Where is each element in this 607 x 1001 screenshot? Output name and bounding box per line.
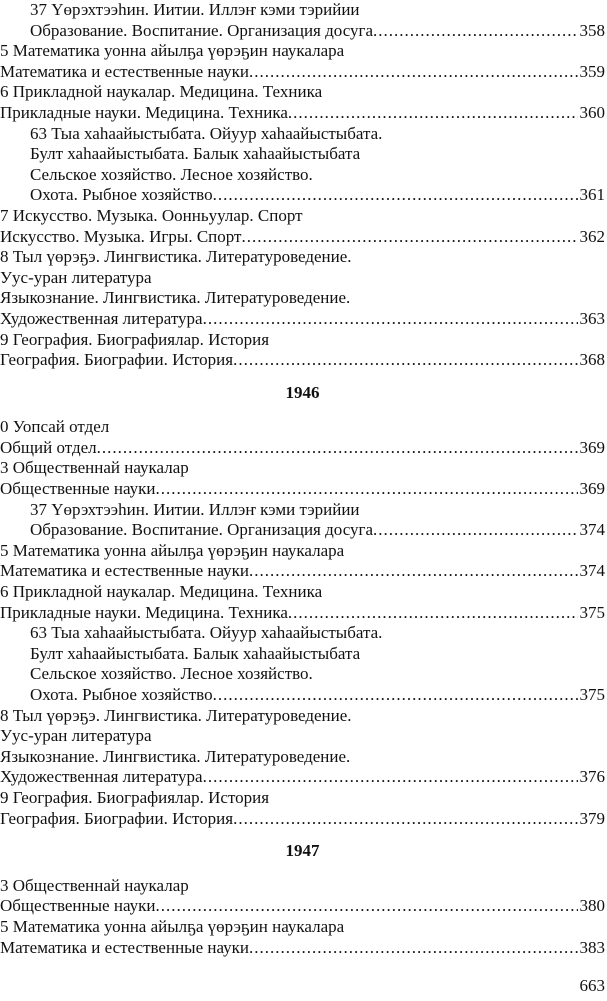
toc-heading-line: 9 География. Биографиялар. История (0, 787, 270, 807)
entry-title: География. Биографии. История (0, 350, 234, 370)
toc-heading-line: 37 Үөрэхтээһин. Иитии. Иллэҥ кэми тэрийии (30, 499, 360, 519)
toc-heading-line: 6 Прикладной наукалар. Медицина. Техника (0, 82, 323, 102)
toc-heading-line: Сельское хозяйство. Лесное хозяйство. (30, 164, 313, 184)
dot-leader (233, 809, 577, 830)
toc-entry (0, 479, 605, 500)
entry-title: Охота. Рыбное хозяйство (30, 685, 213, 704)
toc-heading-line: Булт хаһаайыстыбата. Балык хаһаайыстыбата (30, 144, 361, 164)
toc-heading-line: Булт хаһаайыстыбата. Балык хаһаайыстыбата (30, 643, 361, 663)
toc-entry (0, 309, 605, 330)
toc-heading-line: 8 Тыл үөрэҕэ. Лингвистика. Литературоведение. (0, 247, 352, 267)
entry-page-number: 374 (579, 520, 605, 540)
toc-entry (0, 350, 605, 371)
entry-title: Художественная литература (0, 308, 203, 328)
dot-leader (249, 938, 577, 959)
dot-leader (288, 603, 578, 624)
entry-title: Прикладные науки. Медицина. Техника (0, 102, 288, 122)
toc-entry (0, 603, 605, 624)
entry-page-number: 358 (579, 20, 605, 40)
entry-title: Охота. Рыбное хозяйство (30, 185, 213, 205)
dot-leader (203, 767, 578, 788)
toc-entry (0, 227, 605, 248)
dot-leader (203, 309, 578, 330)
entry-page-number: 360 (579, 102, 605, 122)
entry-page-number: 376 (579, 767, 605, 787)
entry-page-number: 368 (579, 350, 605, 370)
dot-leader (213, 185, 578, 206)
entry-title: Математика и естественные науки (0, 937, 250, 957)
toc-entry (0, 809, 605, 830)
toc-entry (0, 561, 605, 582)
page-number: 663 (579, 976, 605, 995)
toc-entry (0, 21, 605, 42)
entry-page-number: 369 (579, 437, 605, 457)
dot-leader (155, 896, 577, 917)
toc-entry (0, 938, 605, 959)
dot-leader (249, 561, 577, 582)
toc-entry (0, 62, 605, 83)
entry-page-number: 374 (579, 561, 605, 581)
entry-title: Прикладные науки. Медицина. Техника (0, 602, 288, 622)
entry-page-number: 375 (579, 602, 605, 622)
entry-title: Образование. Воспитание. Организация досуга (30, 520, 374, 540)
toc-entry (0, 896, 605, 917)
toc-heading-line: 63 Тыа хаһаайыстыбата. Ойуур хаһаайыстыбата. (30, 123, 383, 143)
toc-heading-line: 6 Прикладной наукалар. Медицина. Техника (0, 582, 323, 602)
entry-page-number: 380 (579, 896, 605, 916)
entry-page-number: 361 (579, 185, 605, 205)
dot-leader (249, 62, 577, 83)
entry-title: Художественная литература (0, 767, 203, 787)
toc-heading-line: 5 Математика уонна айылҕа үөрэҕин наукалара (0, 540, 345, 560)
entry-page-number: 369 (579, 479, 605, 499)
toc-heading-line: Сельское хозяйство. Лесное хозяйство. (30, 664, 313, 684)
toc-heading-line: 3 Общественнай наукалар (0, 458, 189, 478)
entry-page-number: 379 (579, 808, 605, 828)
entry-title: Искусство. Музыка. Игры. Спорт (0, 226, 242, 246)
toc-entry (0, 103, 605, 124)
toc-entry (0, 438, 605, 459)
entry-title: Математика и естественные науки (0, 561, 250, 581)
toc-heading-line: 5 Математика уонна айылҕа үөрэҕин наукалара (0, 41, 345, 61)
toc-heading-line: Уус-уран литература (0, 267, 152, 287)
toc-heading-line: Языкознание. Лингвистика. Литературоведение. (0, 746, 351, 766)
entry-page-number: 362 (579, 226, 605, 246)
dot-leader (233, 350, 577, 371)
dot-leader (373, 21, 577, 42)
toc-heading-line: 3 Общественнай наукалар (0, 875, 189, 895)
toc-entry (0, 520, 605, 541)
toc-heading-line: Уус-уран литература (0, 726, 152, 746)
entry-page-number: 383 (579, 937, 605, 957)
dot-leader (213, 685, 578, 706)
toc-heading-line: 0 Уопсай отдел (0, 417, 110, 437)
entry-page-number: 375 (579, 685, 605, 704)
entry-title: Образование. Воспитание. Организация досуга (30, 20, 374, 40)
entry-title: География. Биографии. История (0, 808, 234, 828)
dot-leader (97, 438, 578, 459)
toc-heading-line: 8 Тыл үөрэҕэ. Лингвистика. Литературоведение. (0, 705, 352, 725)
entry-title: Общий отдел (0, 437, 97, 457)
toc-heading-line: 37 Үөрэхтээһин. Иитии. Иллэҥ кэми тэрийии (30, 0, 360, 19)
dot-leader (155, 479, 577, 500)
dot-leader (373, 520, 577, 541)
dot-leader (241, 227, 577, 248)
entry-title: Общественные науки (0, 896, 156, 916)
toc-heading-line: 63 Тыа хаһаайыстыбата. Ойуур хаһаайыстыбата. (30, 623, 383, 643)
toc-entry (0, 185, 605, 206)
entry-page-number: 363 (579, 308, 605, 328)
year-heading: 1947 (285, 841, 320, 861)
toc-entry (0, 767, 605, 788)
entry-title: Общественные науки (0, 479, 156, 499)
toc-entry (0, 685, 605, 706)
dot-leader (288, 103, 578, 124)
toc-heading-line: 5 Математика уонна айылҕа үөрэҕин наукалара (0, 916, 345, 936)
year-heading: 1946 (285, 382, 320, 402)
toc-heading-line: 7 Искусство. Музыка. Оонньуулар. Спорт (0, 205, 303, 225)
toc-heading-line: Языкознание. Лингвистика. Литературоведение. (0, 288, 351, 308)
entry-page-number: 359 (579, 61, 605, 81)
entry-title: Математика и естественные науки (0, 61, 250, 81)
toc-heading-line: 9 География. Биографиялар. История (0, 329, 270, 349)
